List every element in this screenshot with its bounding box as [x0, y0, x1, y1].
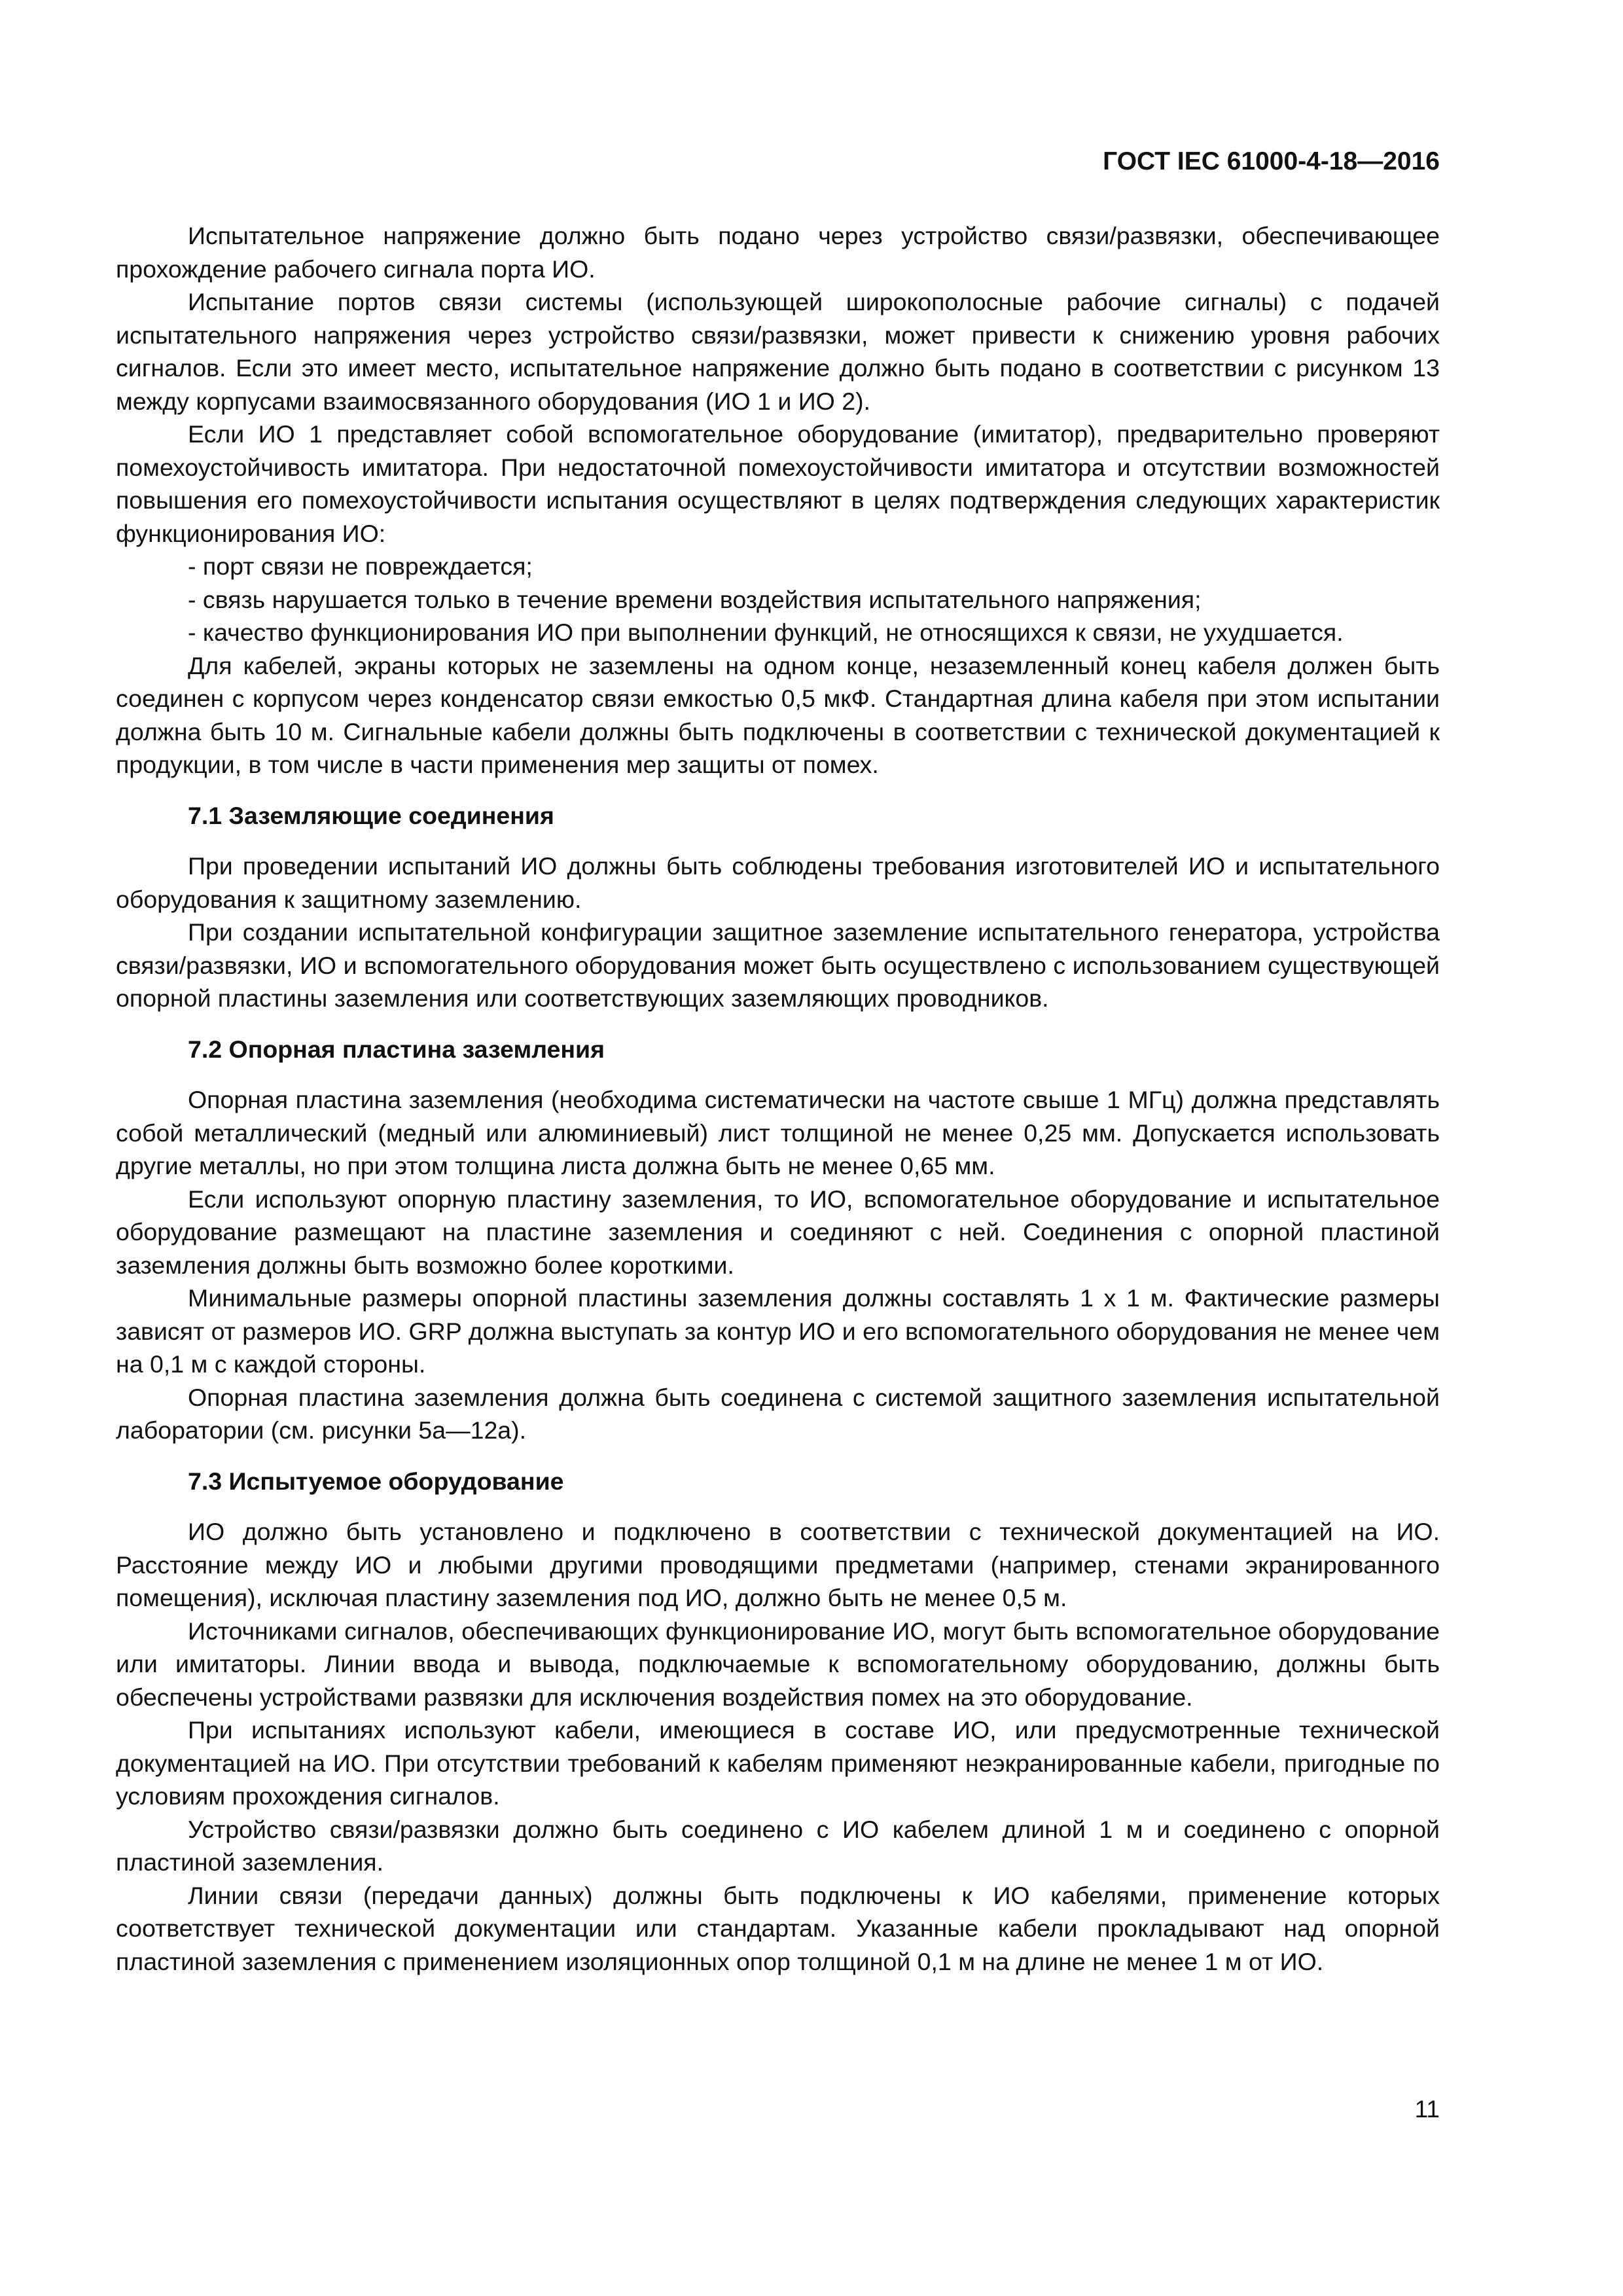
paragraph: При создании испытательной конфигурации защитное заземление испытательного генератора, устройства связи/развязки, ИО и вспомогательного оборудования может быть осуществлено с использованием существующей опорной пластины заземления или соответствующих заземляющих проводников. [116, 918, 1440, 1012]
paragraph: Линии связи (передачи данных) должны быть подключены к ИО кабелями, применение которых соответствует технической документации или стандартам. Указанные кабели прокладывают над опорной пластиной заземления с применением изоляционных опор толщиной 0,1 м на длине не менее 1 м от ИО. [116, 1881, 1440, 1975]
paragraph: Опорная пластина заземления должна быть соединена с системой защитного заземления испытательной лаборатории (см. рисунки 5а—12а). [116, 1383, 1440, 1444]
page-number: 11 [1414, 2096, 1440, 2123]
list-item: - качество функционирования ИО при выполнении функций, не относящихся к связи, не ухудшается. [188, 619, 1344, 646]
paragraph: Испытательное напряжение должно быть подано через устройство связи/развязки, обеспечивающее прохождение рабочего сигнала порта ИО. [116, 222, 1440, 283]
paragraph: Испытание портов связи системы (использующей широкополосные рабочие сигналы) с подачей испытательного напряжения через устройство связи/развязки, может привести к снижению уровня рабочих сигналов. Если это имеет место, испытательное напряжение должно быть подано в соответствии с рисунком 13 между корпусами взаимосвязанного оборудования (ИО 1 и ИО 2). [116, 288, 1440, 415]
section-heading: 7.3 Испытуемое оборудование [188, 1467, 564, 1495]
paragraph: Минимальные размеры опорной пластины заземления должны составлять 1 х 1 м. Фактические размеры зависят от размеров ИО. GRP должна выступать за контур ИО и его вспомогательного оборудования не менее чем на 0,1 м с каждой стороны. [116, 1284, 1440, 1378]
paragraph: При проведении испытаний ИО должны быть соблюдены требования изготовителей ИО и испытательного оборудования к защитному заземлению. [116, 852, 1440, 913]
standard-header: ГОСТ IEC 61000-4-18—2016 [1103, 147, 1440, 175]
list-item: - связь нарушается только в течение времени воздействия испытательного напряжения; [188, 585, 1202, 613]
section-heading: 7.1 Заземляющие соединения [188, 801, 554, 829]
paragraph: Если используют опорную пластину заземления, то ИО, вспомогательное оборудование и испытательное оборудование размещают на пластине заземления и соединяют с ней. Соединения с опорной пластиной заземления должны быть возможно более короткими. [116, 1185, 1440, 1279]
paragraph: Опорная пластина заземления (необходима систематически на частоте свыше 1 МГц) должна представлять собой металлический (медный или алюминиевый) лист толщиной не менее 0,25 мм. Допускается использовать другие металлы, но при этом толщина листа должна быть не менее 0,65 мм. [116, 1086, 1440, 1179]
page-body [116, 219, 1440, 1978]
paragraph: Для кабелей, экраны которых не заземлены на одном конце, незаземленный конец кабеля должен быть соединен с корпусом через конденсатор связи емкостью 0,5 мкФ. Стандартная длина кабеля при этом испытании должна быть 10 м. Сигнальные кабели должны быть подключены в соответствии с технической документацией к продукции, в том числе в части применения мер защиты от помех. [116, 651, 1440, 778]
paragraph: ИО должно быть установлено и подключено в соответствии с технической документацией на ИО. Расстояние между ИО и любыми другими проводящими предметами (например, стенами экранированного помещения), исключая пластину заземления под ИО, должно быть не менее 0,5 м. [116, 1518, 1440, 1611]
paragraph: Источниками сигналов, обеспечивающих функционирование ИО, могут быть вспомогательное оборудование или имитаторы. Линии ввода и вывода, подключаемые к вспомогательному оборудованию, должны быть обеспечены устройствами развязки для исключения воздействия помех на это оборудование. [116, 1617, 1440, 1711]
section-heading: 7.2 Опорная пластина заземления [188, 1035, 605, 1063]
paragraph: При испытаниях используют кабели, имеющиеся в составе ИО, или предусмотренные технической документацией на ИО. При отсутствии требований к кабелям применяют неэкранированные кабели, пригодные по условиям прохождения сигналов. [116, 1716, 1440, 1810]
paragraph: Устройство связи/развязки должно быть соединено с ИО кабелем длиной 1 м и соединено с опорной пластиной заземления. [116, 1815, 1440, 1876]
paragraph: Если ИО 1 представляет собой вспомогательное оборудование (имитатор), предварительно проверяют помехоустойчивость имитатора. При недостаточной помехоустойчивости имитатора и отсутствии возможностей повышения его помехоустойчивости испытания осуществляют в целях подтверждения следующих характеристик функционирования ИО: [116, 420, 1440, 547]
list-item: - порт связи не повреждается; [188, 552, 533, 580]
